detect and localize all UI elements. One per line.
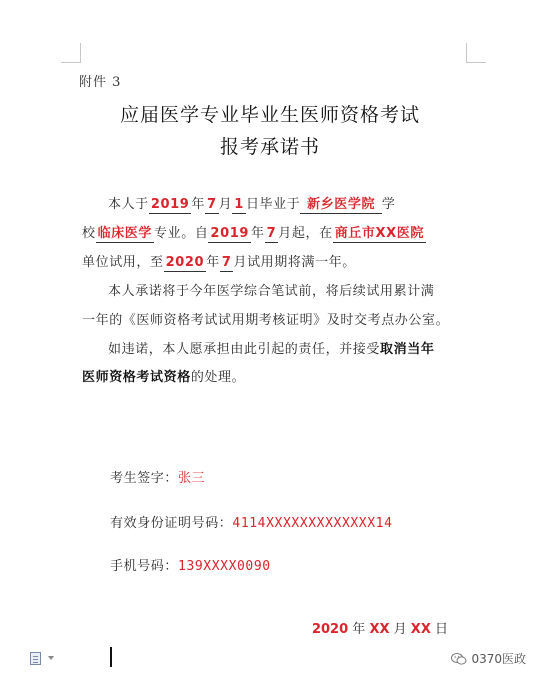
phone-label: 手机号码：: [110, 559, 179, 574]
hospital-name: 商丘市XX医院: [334, 226, 424, 241]
id-number-label: 有效身份证明号码：: [110, 516, 233, 531]
grad-month: 7: [207, 197, 217, 212]
watermark: [451, 650, 526, 667]
page-subtitle: 报考承诺书: [219, 136, 320, 158]
paragraph3-line2: 医师资格考试资格的处理。: [82, 370, 246, 385]
end-month: 7: [221, 255, 232, 270]
chevron-down-icon[interactable]: [48, 656, 54, 660]
date-year: 2020: [311, 622, 349, 637]
grad-day: 1: [234, 197, 244, 212]
signature-label: 考生签字：: [110, 471, 179, 486]
paragraph3-line1: 如违诺，本人愿承担由此引起的责任，并接受取消当年: [108, 342, 435, 357]
end-year: 2020: [165, 255, 205, 270]
bold-phrase: 取消当年: [380, 342, 435, 357]
crop-mark: [61, 62, 81, 63]
paragraph1-line2: 校 临床医学 专业。自 2019 年 7 月起，在 商丘市XX医院: [82, 226, 424, 241]
phone-field: [110, 555, 271, 574]
grad-year: 2019: [150, 197, 190, 212]
date-day: XX: [410, 622, 431, 637]
start-year: 2019: [210, 226, 250, 241]
crop-mark: [466, 62, 486, 63]
text-cursor: [110, 647, 112, 667]
date-month: XX: [369, 622, 390, 637]
watermark-text: 0370医政: [471, 652, 526, 666]
school-name: 新乡医学院: [307, 197, 376, 212]
crop-mark: [466, 43, 467, 63]
bold-phrase: 医师资格考试资格: [82, 370, 191, 385]
sign-date: 2020 年 XX 月 XX 日: [311, 622, 448, 637]
wechat-icon: [451, 652, 467, 666]
id-number-field: [110, 512, 393, 531]
attachment-label: 附件 3: [79, 75, 122, 90]
page-title: 应届医学专业毕业生医师资格考试: [119, 104, 420, 126]
crop-mark: [80, 43, 81, 63]
paragraph2-line2: 一年的《医师资格考试试用期考核证明》及时交考点办公室。: [82, 313, 450, 328]
start-month: 7: [266, 226, 277, 241]
document-icon[interactable]: [30, 652, 41, 665]
major-name: 临床医学: [97, 226, 153, 241]
signature-field: [110, 467, 205, 486]
paragraph1-line3: 单位试用，至 2020 年 7 月试用期将满一年。: [82, 255, 356, 270]
signature-value: 张三: [178, 471, 206, 486]
paragraph1-line1: 本人于 2019 年 7 月 1 日毕业于 新乡医学院 学: [108, 197, 396, 212]
phone-value: 139XXXX0090: [178, 559, 271, 574]
id-number-value: 4114XXXXXXXXXXXXX14: [232, 516, 393, 531]
paragraph2-line1: 本人承诺将于今年医学综合笔试前，将后续试用累计满: [108, 284, 435, 299]
